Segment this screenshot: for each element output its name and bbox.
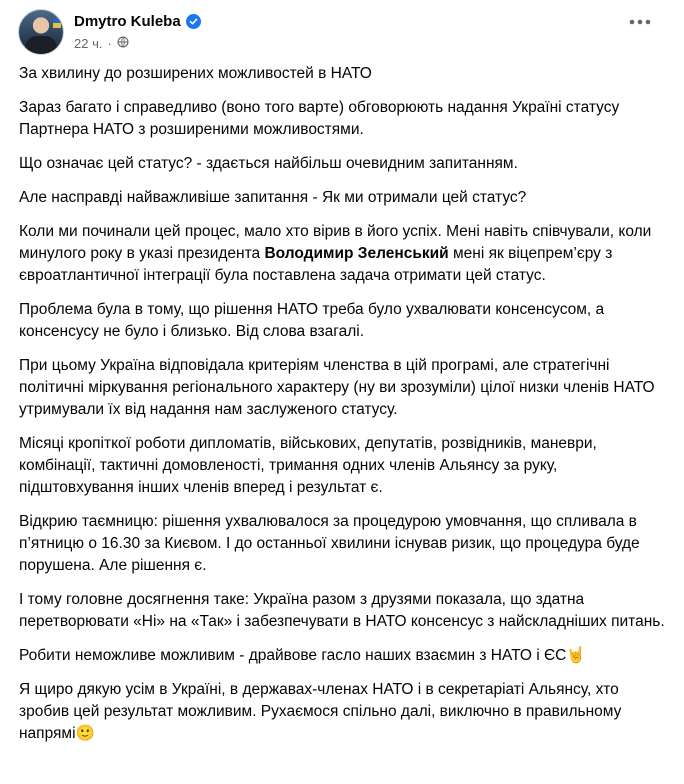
post-paragraph (19, 221, 669, 287)
paragraph-text: мені як віцепрем’єру з євроатлантичної інтеграції була поставлена задача отримати цей статус. (19, 245, 613, 284)
post-paragraph: І тому головне досягнення таке: Україна разом з друзями показала, що здатна перетворювати «Ні» на «Так» і забезпечувати в НАТО консенсус з найскладніших питань. (19, 591, 665, 630)
more-options-icon (629, 19, 651, 25)
avatar-suit (25, 36, 57, 55)
post-paragraph: Я щиро дякую усім в Україні, в державах-членах НАТО і в секретаріаті Альянсу, хто зробив цей результат можливим. Рухаємося спільно далі, виключно в правильному напрямі🙂 (19, 681, 622, 742)
avatar-flag (53, 18, 61, 28)
post-paragraph: Робити неможливе можливим - драйвове гасло наших взаємин з НАТО і ЄС🤘 (19, 647, 586, 664)
post-body (19, 63, 669, 757)
author-name[interactable]: Dmytro Kuleba (74, 12, 181, 30)
verified-badge-icon (186, 14, 201, 29)
post-paragraph: Зараз багато і справедливо (воно того варте) обговорюють надання Україні статусу Партнера НАТО з розширеними можливостями. (19, 99, 620, 138)
post-paragraph: Що означає цей статус? - здається найбільш очевидним запитанням. (19, 155, 518, 172)
post-paragraph: Відкрию таємницю: рішення ухвалювалося за процедурою умовчання, що спливала в п’ятницю о 16.30 за Києвом. І до останньої хвилини існував ризик, що процедура буде порушена. Але рішення є. (19, 513, 640, 574)
more-options-button[interactable] (622, 8, 658, 36)
post-timestamp[interactable]: 22 ч. (74, 36, 103, 51)
post-paragraph: Але насправді найважливіше запитання - Як ми отримали цей статус? (19, 189, 527, 206)
globe-icon[interactable] (117, 36, 129, 51)
post-paragraph: За хвилину до розширених можливостей в НАТО (19, 65, 372, 82)
author-row (74, 11, 201, 31)
post-meta (74, 11, 201, 51)
post-paragraph: При цьому Україна відповідала критеріям членства в цій програмі, але стратегічні політичні міркування регіонального характеру (ну ви зрозуміли) цілої низки членів НАТО утримували їх від надання нам заслуженого статусу. (19, 357, 655, 418)
paragraph-text: Коли ми починали цей процес, мало хто вірив в його успіх. Мені навіть співчували, коли минулого року в указі президента (19, 223, 652, 262)
separator-dot: · (107, 36, 112, 51)
post-header (18, 9, 201, 55)
post-paragraph: Проблема була в тому, що рішення НАТО треба було ухвалювати консенсусом, а консенсусу не було і близько. Від слова взагалі. (19, 301, 605, 340)
mention-link[interactable]: Володимир Зеленський (264, 245, 449, 262)
post-subline (74, 36, 201, 51)
author-avatar[interactable] (18, 9, 64, 55)
post-paragraph: Місяці кропіткої роботи дипломатів, військових, депутатів, розвідників, маневри, комбінації, тактичні домовленості, тримання одних членів Альянсу за руку, підштовхування інших членів вперед і результат є. (19, 435, 597, 496)
